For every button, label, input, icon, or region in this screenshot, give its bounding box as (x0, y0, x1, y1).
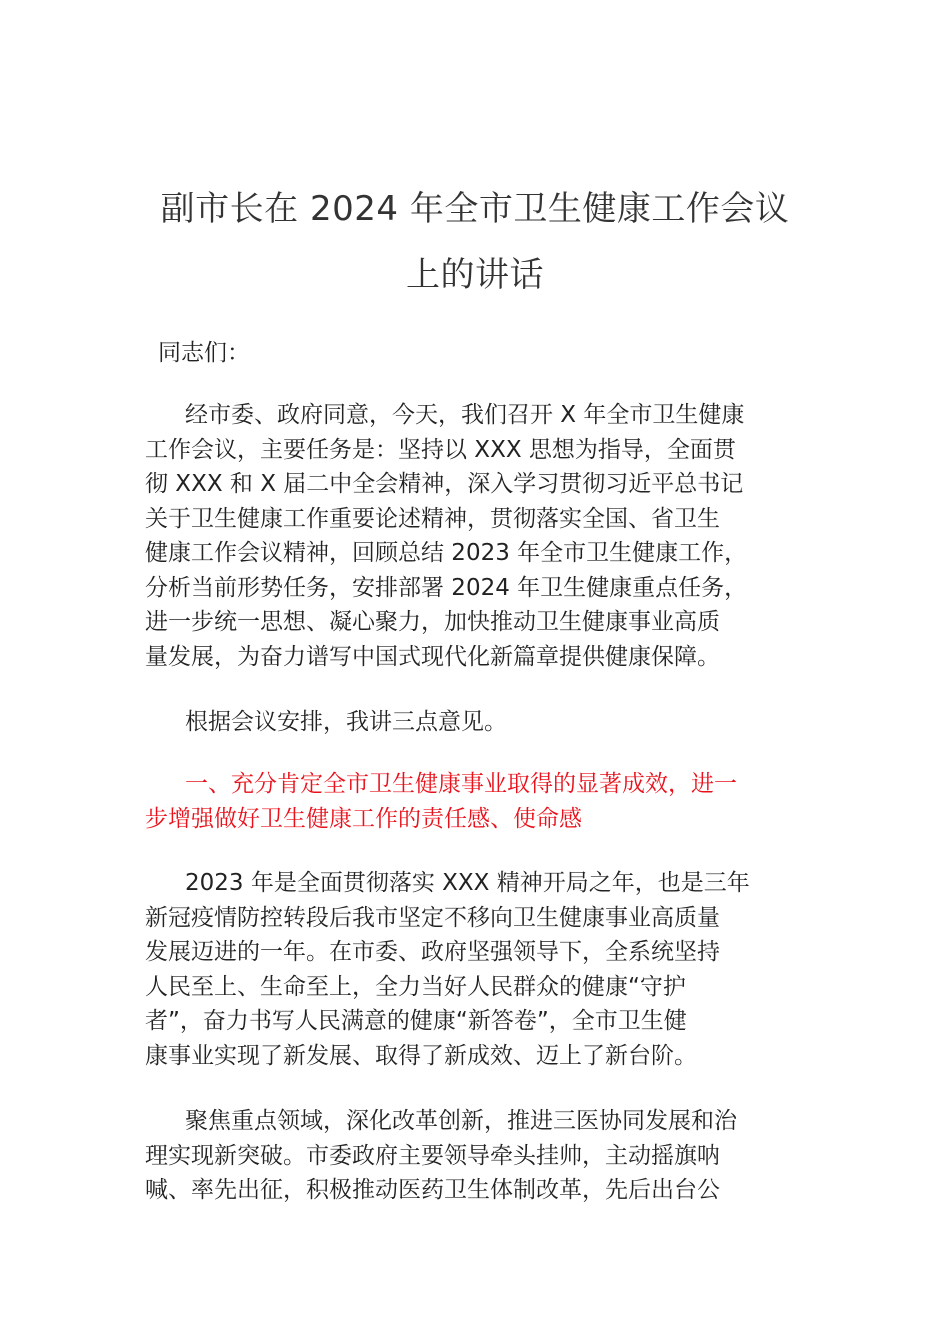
paragraph-line: 康事业实现了新发展、取得了新成效、迈上了新台阶。 (145, 1042, 697, 1069)
paragraph-line: 彻 XXX 和 X 届二中全会精神，深入学习贯彻习近平总书记 (145, 471, 744, 497)
paragraph-line: 关于卫生健康工作重要论述精神，贯彻落实全国、省卫生 (145, 505, 720, 532)
section-heading-1 (145, 767, 805, 836)
paragraph-line: 分析当前形势任务，安排部署 2024 年卫生健康重点任务， (145, 574, 748, 601)
paragraph-line: 发展迈进的一年。在市委、政府坚强领导下，全系统坚持 (145, 939, 720, 965)
heading-line: 一、充分肯定全市卫生健康事业取得的显著成效，进一 (185, 771, 737, 797)
salutation: 同志们： (158, 340, 250, 366)
paragraph-line: 新冠疫情防控转段后我市坚定不移向卫生健康事业高质量 (145, 904, 720, 931)
title-line-1: 副市长在 2024 年全市卫生健康工作会议 (160, 189, 790, 229)
paragraph-line: 量发展，为奋力谱写中国式现代化新篇章提供健康保障。 (145, 643, 720, 670)
paragraph-line: 者”，奋力书写人民满意的健康“新答卷”，全市卫生健 (145, 1008, 687, 1034)
heading-line: 步增强做好卫生健康工作的责任感、使命感 (145, 805, 582, 832)
paragraph-line: 2023 年是全面贯彻落实 XXX 精神开局之年，也是三年 (185, 870, 750, 896)
paragraph-line: 工作会议，主要任务是：坚持以 XXX 思想为指导，全面贯 (145, 436, 736, 463)
paragraph-line: 进一步统一思想、凝心聚力，加快推动卫生健康事业高质 (145, 609, 720, 635)
paragraph-line: 经市委、政府同意，今天，我们召开 X 年全市卫生健康 (185, 402, 745, 428)
paragraph-line: 喊、率先出征，积极推动医药卫生体制改革，先后出台公 (145, 1177, 720, 1203)
title-line-2: 上的讲话 (406, 255, 544, 295)
paragraph-line: 根据会议安排，我讲三点意见。 (185, 709, 507, 735)
paragraph-arrangement (145, 705, 805, 740)
paragraph-line: 聚焦重点领域，深化改革创新，推进三医协同发展和治 (185, 1108, 737, 1134)
paragraph-reform (145, 1104, 805, 1208)
paragraph-2023-review (145, 866, 805, 1073)
paragraph-line: 理实现新突破。市委政府主要领导牵头挂帅，主动摇旗呐 (145, 1142, 720, 1169)
paragraph-line: 健康工作会议精神，回顾总结 2023 年全市卫生健康工作， (145, 540, 748, 566)
document-title (145, 176, 805, 308)
paragraph-intro (145, 398, 805, 674)
paragraph-line: 人民至上、生命至上，全力当好人民群众的健康“守护 (145, 973, 686, 1000)
